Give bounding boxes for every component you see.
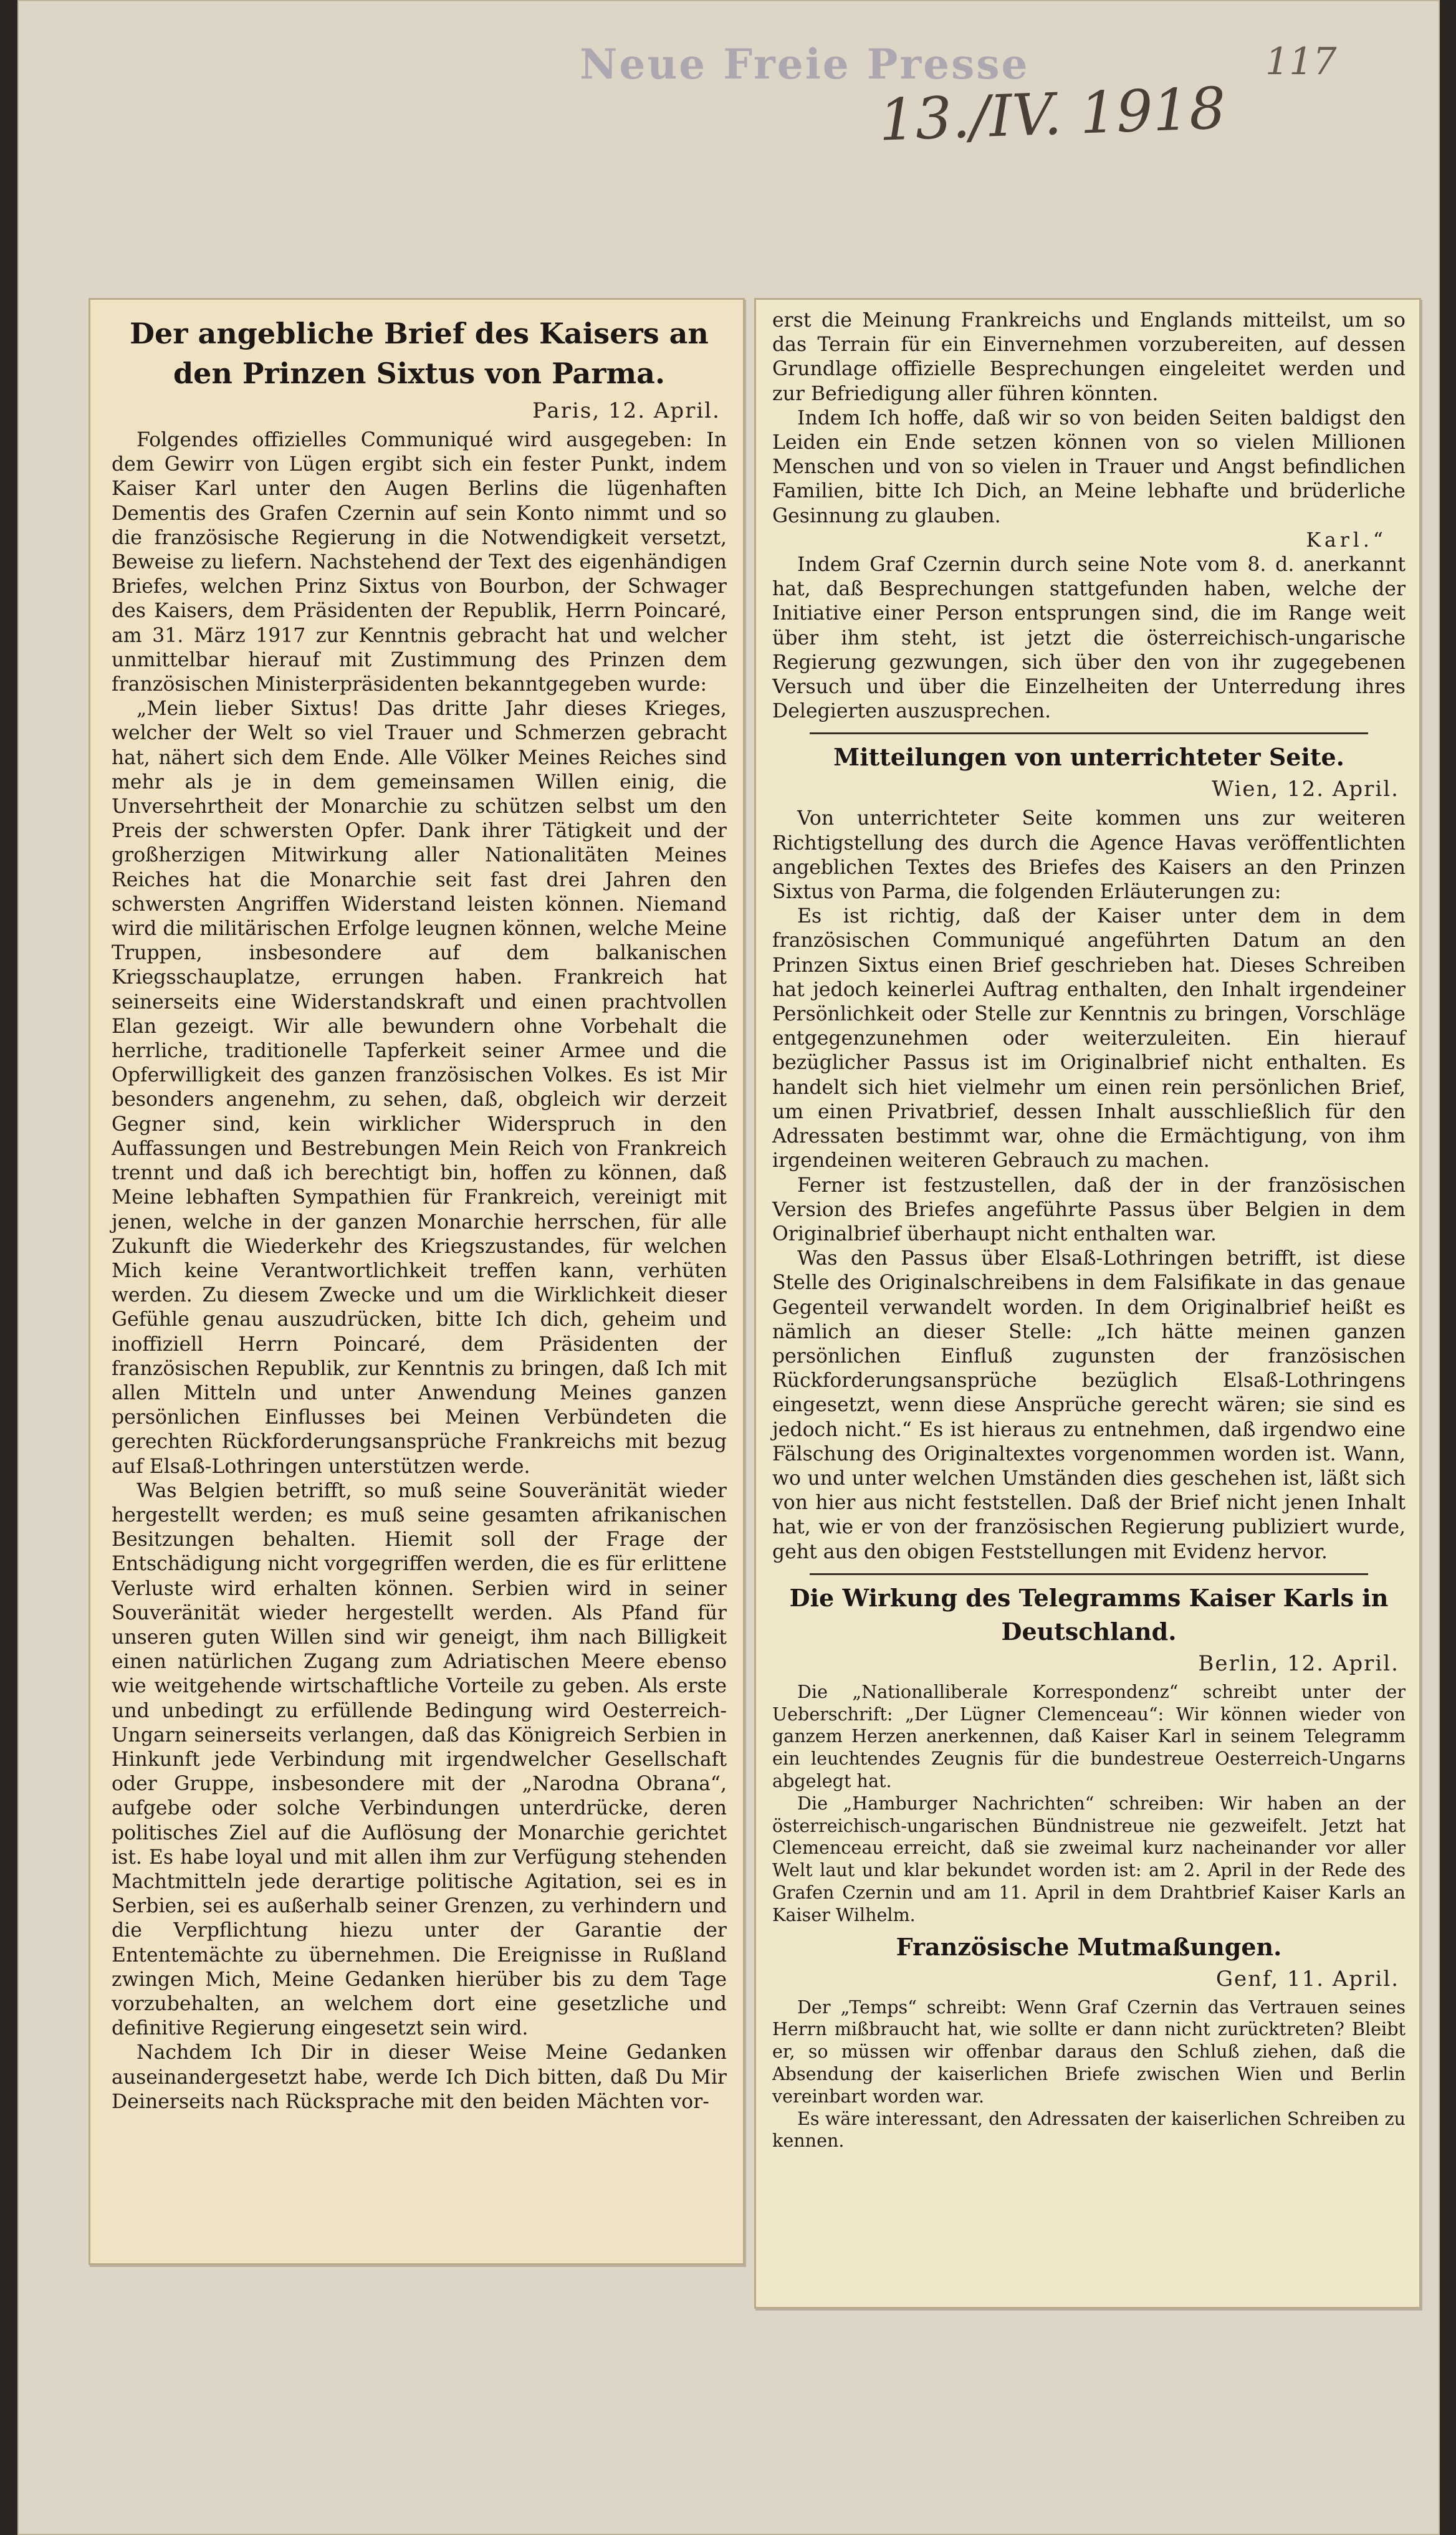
section-divider [810, 1573, 1368, 1575]
article-continuation [772, 309, 1406, 724]
article-dateline: Paris, 12. April. [532, 398, 721, 423]
section-heading: Französische Mutmaßungen. [896, 1932, 1282, 1961]
letter-signature: Karl.“ [1306, 529, 1387, 552]
section-paragraph: Was den Passus über Elsaß-Lothringen betrifft, ist diese Stelle des Originalschreibens in dem Falsifikate in das genaue Gegenteil verwandelt worden. In dem Originalbrief heißt es nämlich an dieser Stelle: „Ich hätte meinen ganzen persönlichen Einfluß zugunsten der französischen Rückforderungsansprüche bezüglich Elsaß-Lothringens eingesetzt, wenn diese Ansprüche gerecht wären; sie sind es jedoch nicht.“ Es ist hieraus zu entnehmen, daß irgendwo eine Fälschung des Originaltextes vorgenommen worden ist. Wann, wo und unter welchen Umständen dies geschehen ist, läßt sich von hier aus nicht feststellen. Daß der Brief nicht jenen Inhalt hat, wie er von der französischen Regierung publiziert wurde, geht aus den obigen Feststellungen mit Evidenz hervor. [772, 1247, 1406, 1563]
section-paragraph: Der „Temps“ schreibt: Wenn Graf Czernin das Vertrauen seines Herrn mißbraucht hat, wie sollte er dann nicht zurücktreten? Bleibt er, so müssen wir offenbar daraus den Schluß ziehen, daß die Absendung der kaiserlichen Briefe zwischen Wien und Berlin vereinbart worden war. [772, 1996, 1406, 2107]
article-paragraph: Indem Ich hoffe, daß wir so von beiden Seiten baldigst den Leiden ein Ende setzen können von so vielen Millionen Menschen und von so vielen in Trauer und Angst befindlichen Familien, bitte Ich Dich, an Meine lebhafte und brüderliche Gesinnung zu glauben. [772, 406, 1406, 527]
article-paragraph: Nachdem Ich Dir in dieser Weise Meine Gedanken auseinandergesetzt habe, werde Ich Dich bitten, daß Du Mir Deinerseits nach Rücksprache mit den beiden Mächten vor- [112, 2041, 727, 2113]
clipping-right-column [754, 298, 1421, 2309]
handwritten-date: 13./IV. 1918 [878, 75, 1227, 154]
section-french-speculation [772, 1930, 1406, 2153]
section-informed-sources [772, 740, 1406, 1564]
section-paragraph: Von unterrichteter Seite kommen uns zur weiteren Richtigstellung des durch die Agence Havas veröffentlichten angeblichen Textes des Briefes des Kaisers an den Prinzen Sixtus von Parma, die folgenden Erläuterungen zu: [772, 807, 1406, 904]
section-dateline: Berlin, 12. April. [1198, 1651, 1399, 1676]
section-body [772, 807, 1406, 1564]
section-paragraph: Die „Hamburger Nachrichten“ schreiben: Wir haben an der österreichisch-ungarischen Bündnistreue nie gezweifelt. Jetzt hat Clemenceau erreicht, daß sie zweimal kurz nacheinander vor aller Welt laut und klar bekundet worden ist: am 2. April in der Rede des Grafen Czernin und am 11. April in dem Drahtbrief Kaiser Karls an Kaiser Wilhelm. [772, 1792, 1406, 1925]
section-dateline: Genf, 11. April. [1215, 1966, 1399, 1991]
section-heading: Die Wirkung des Telegramms Kaiser Karls in Deutschland. [789, 1583, 1389, 1646]
newspaper-stamp: Neue Freie Presse [580, 40, 1030, 89]
article-paragraph: Was Belgien betrifft, so muß seine Souveränität wieder hergestellt werden; es muß seine gesamten afrikanischen Besitzungen behalten. Hiemit soll der Frage der Entschädigung nicht vorgegriffen werden, die es für erlittene Verluste wird erhalten können. Serbien wird in seiner Souveränität wieder hergestellt werden. Als Pfand für unseren guten Willen sind wir geneigt, ihm nach Billigkeit einen natürlichen Zugang zum Adriatischen Meere ebenso wie weitgehende wirtschaftliche Vorteile zu geben. Als erste und unbedingt zu erfüllende Bedingung wird Oesterreich-Ungarn seinerseits verlangen, daß das Königreich Serbien in Hinkunft jede Verbindung mit irgendwelcher Gesellschaft oder Gruppe, insbesondere mit der „Narodna Obrana“, aufgebe oder solche Verbindungen unterdrücke, deren politisches Ziel auf die Auflösung der Monarchie gerichtet ist. Es habe loyal und mit allen ihm zur Verfügung stehenden Machtmitteln jede derartige politische Agitation, sei es in Serbien, sei es außerhalb seiner Grenzen, zu verhindern und die Verpflichtung hiezu unter der Garantie der Ententemächte zu übernehmen. Die Ereignisse in Rußland zwingen Mich, Meine Gedanken hierüber bis zu dem Tage vorzubehalten, an welchem dort eine gesetzliche und definitive Regierung eingesetzt sein wird. [112, 1479, 727, 2040]
article-paragraph: Indem Graf Czernin durch seine Note vom 8. d. anerkannt hat, daß Besprechungen stattgefunden haben, welche der Initiative einer Person entsprungen sind, die im Range weit über ihm steht, ist jetzt die österreichisch-ungarische Regierung gezwungen, sich über den von ihr zugegebenen Versuch und über die Einzelheiten der Unterredung ihres Delegierten auszusprechen. [772, 553, 1406, 723]
article-paragraph: erst die Meinung Frankreichs und Englands mitteilst, um so das Terrain für ein Einvernehmen vorzubereiten, auf dessen Grundlage offizielle Besprechungen eingeleitet werden und zur Befriedigung aller führen könnten. [772, 309, 1406, 405]
section-telegram-effect [772, 1581, 1406, 1927]
section-dateline: Wien, 12. April. [1212, 777, 1399, 802]
section-body [772, 1996, 1406, 2153]
article-headline: Der angebliche Brief des Kaisers an den Prinzen Sixtus von Parma. [130, 317, 709, 390]
section-paragraph: Es wäre interessant, den Adressaten der kaiserlichen Schreiben zu kennen. [772, 2107, 1406, 2152]
section-paragraph: Ferner ist festzustellen, daß der in der französischen Version des Briefes angeführte Passus über Belgien in dem Originalbrief überhaupt nicht enthalten war. [772, 1174, 1406, 1245]
article-paragraph: Folgendes offizielles Communiqué wird ausgegeben: In dem Gewirr von Lügen ergibt sich ein fester Punkt, indem Kaiser Karl unter den Augen Berlins die lügenhaften Dementis des Grafen Czernin auf sein Konto nimmt und so die französische Regierung in die Notwendigkeit versetzt, Beweise zu liefern. Nachstehend der Text des eigenhändigen Briefes, welchen Prinz Sixtus von Bourbon, der Schwager des Kaisers, dem Präsidenten der Republik, Herrn Poincaré, am 31. März 1917 zur Kenntnis gebracht hat und welcher unmittelbar hierauf mit Zustimmung des Prinzen dem französischen Ministerpräsidenten bekanntgegeben wurde: [112, 429, 727, 696]
section-body [772, 1681, 1406, 1927]
section-heading: Mitteilungen von unterrichteter Seite. [833, 743, 1344, 772]
section-divider [810, 732, 1368, 734]
section-paragraph: Es ist richtig, daß der Kaiser unter dem in dem französischen Communiqué angeführten Datum an den Prinzen Sixtus einen Brief geschrieben hat. Dieses Schreiben hat jedoch keinerlei Auftrag enthalten, den Inhalt irgendeiner Persönlichkeit oder Stelle zur Kenntnis zu bringen, Vorschläge entgegenzunehmen oder weiterzuleiten. Ein hierauf bezüglicher Passus ist im Originalbrief nicht enthalten. Es handelt sich hiet vielmehr um einen rein persönlichen Brief, um einen Privatbrief, dessen Inhalt ausschließlich für den Adressaten bestimmt war, ohne die Ermächtigung, von ihm irgendeinen weiteren Gebrauch zu machen. [772, 905, 1406, 1172]
handwritten-page-number: 117 [1265, 40, 1337, 84]
article-paragraph: „Mein lieber Sixtus! Das dritte Jahr dieses Krieges, welcher der Welt so viel Trauer und Schmerzen gebracht hat, nähert sich dem Ende. Alle Völker Meines Reiches sind mehr als je in dem gemeinsamen Willen einig, die Unversehrtheit der Monarchie zu schützen selbst um den Preis der schwersten Opfer. Dank ihrer Tätigkeit und der großherzigen Mitwirkung aller Nationalitäten Meines Reiches hat die Monarchie seit fast drei Jahren den schwersten Angriffen Widerstand leisten können. Niemand wird die militärischen Erfolge leugnen können, welche Meine Truppen, insbesondere auf dem balkanischen Kriegsschauplatze, errungen haben. Frankreich hat seinerseits eine Widerstandskraft und einen prachtvollen Elan gezeigt. Wir alle bewundern ohne Vorbehalt die herrliche, traditionelle Tapferkeit seiner Armee und die Opferwilligkeit des ganzen französischen Volkes. Es ist Mir besonders angenehm, zu sehen, daß, obgleich wir derzeit Gegner sind, kein wirklicher Widerspruch in den Auffassungen und Bestrebungen Mein Reich von Frankreich trennt und daß ich berechtigt bin, hoffen zu können, daß Meine lebhaften Sympathien für Frankreich, vereinigt mit jenen, welche in der ganzen Monarchie herrschen, für alle Zukunft die Wiederkehr des Kriegszustandes, für welchen Mich keine Verantwortlichkeit treffen kann, verhüten werden. Zu diesem Zwecke und um die Wirklichkeit dieser Gefühle genau auszudrücken, bitte Ich dich, geheim und inoffiziell Herrn Poincaré, dem Präsidenten der französischen Republik, zur Kenntnis zu bringen, daß Ich mit allen Mitteln und unter Anwendung Meines ganzen persönlichen Einflusses bei Meinen Verbündeten die gerechten Rückforderungsansprüche Frankreichs mit bezug auf Elsaß-Lothringen unterstützen werde. [112, 697, 727, 1478]
clipping-left-column [89, 298, 745, 2265]
article-body [112, 428, 727, 2114]
section-paragraph: Die „Nationalliberale Korrespondenz“ schreibt unter der Ueberschrift: „Der Lügner Clemenceau“: Wir können wieder von ganzem Herzen anerkennen, daß Kaiser Karl in seinem Telegramm ein leuchtendes Zeugnis für die bundestreue Oesterreich-Ungarns abgelegt hat. [772, 1680, 1406, 1791]
